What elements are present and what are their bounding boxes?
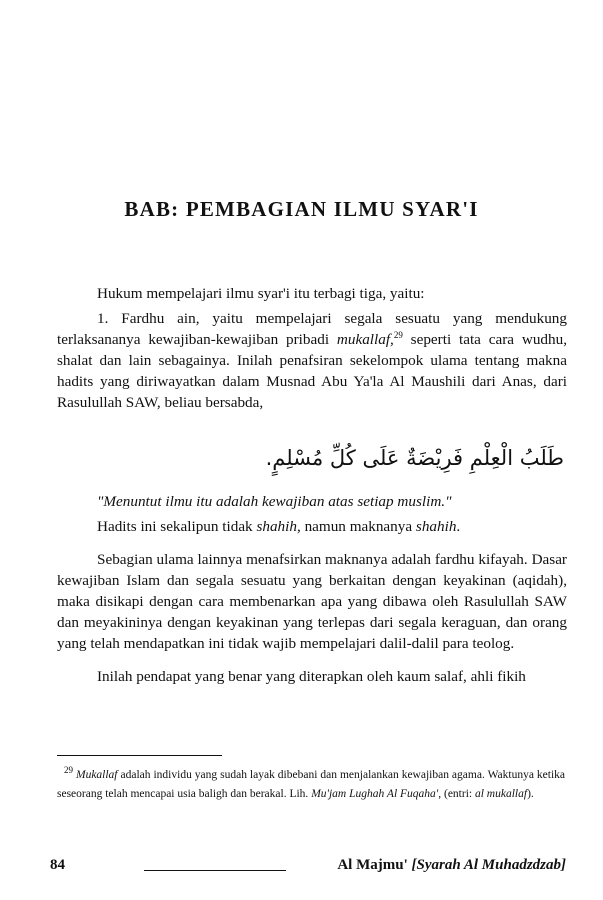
footnote-text: adalah individu yang sudah layak dibebani dan menjalankan kewajiban agama. Waktunya ketika seseorang telah mencapai usia baligh dan berakal. Lih.: [57, 769, 565, 800]
book-title: Al Majmu': [337, 857, 408, 873]
paragraph-2: Sebagian ulama lainnya menafsirkan maknanya adalah fardhu kifayah. Dasar kewajiban Islam dan segala sesuatu yang berkaitan dengan keyakinan (aqidah), maka disikapi dengan cara membenarkan apa yang dibawa oleh Rasulullah SAW dan meyakininya dengan keyakinan yang terlepas dari segala keraguan, dan orang yang telah mendapatkan ini tidak wajib mempelajari dalil-dalil para teolog.: [57, 551, 567, 652]
hadith-note-term: shahih: [256, 518, 297, 535]
hadith-note-text: , namun maknanya: [296, 518, 416, 535]
main-text: [57, 283, 567, 413]
paragraph-3: Inilah pendapat yang benar yang diterapkan oleh kaum salaf, ahli fikih: [97, 668, 526, 685]
footnote-ref-title: Mu'jam Lughah Al Fuqaha': [311, 788, 439, 800]
footnote-ref: 29: [393, 329, 403, 340]
hadith-translation: "Menuntut ilmu itu adalah kewajiban atas setiap muslim.": [97, 493, 452, 510]
hadith-note-term: shahih: [415, 518, 457, 535]
hadith-note-text: Hadits ini sekalipun tidak: [97, 518, 257, 535]
main-text-continued: [57, 491, 567, 687]
item1-text-a: 1. Fardhu ain, yaitu mempelajari segala sesuatu yang mendukung terlaksananya kewajiban-kewajiban pribadi: [57, 310, 567, 348]
hadith-note-paragraph: [57, 516, 567, 537]
translation-paragraph: [57, 491, 567, 512]
footnote-text: ).: [527, 788, 534, 800]
footnote-number: 29: [64, 765, 73, 776]
item1-term: mukallaf,: [336, 331, 394, 348]
intro-paragraph: Hukum mempelajari ilmu syar'i itu terbagi tiga, yaitu:: [97, 285, 425, 302]
arabic-hadith: طَلَبُ الْعِلْمِ فَرِيْضَةٌ عَلَى كُلِّ مُسْلِمٍ.: [265, 446, 564, 470]
item1-text-b: seperti tata cara wudhu, shalat dan lain sebagainya. Inilah penafsiran sekelompok ulama tentang makna hadits yang diriwayatkan dalam Musnad Abu Ya'la Al Maushili dari Anas, dari Rasulullah SAW, beliau bersabda,: [57, 331, 567, 411]
page-number: 84: [50, 857, 65, 873]
footnote-divider: [57, 755, 222, 756]
hadith-note-text: .: [456, 518, 461, 535]
running-footer: [337, 857, 566, 874]
chapter-title: BAB: PEMBAGIAN ILMU SYAR'I: [124, 197, 479, 221]
footnote: [57, 766, 565, 804]
footnote-term: Mukallaf: [75, 769, 118, 781]
footnote-text: , (entri:: [438, 788, 475, 800]
item1-paragraph: [57, 308, 567, 413]
footnote-ref-entry: al mukallaf: [474, 788, 528, 800]
book-subtitle: [Syarah Al Muhadzdzab]: [411, 857, 566, 873]
footer-divider: [144, 870, 286, 871]
